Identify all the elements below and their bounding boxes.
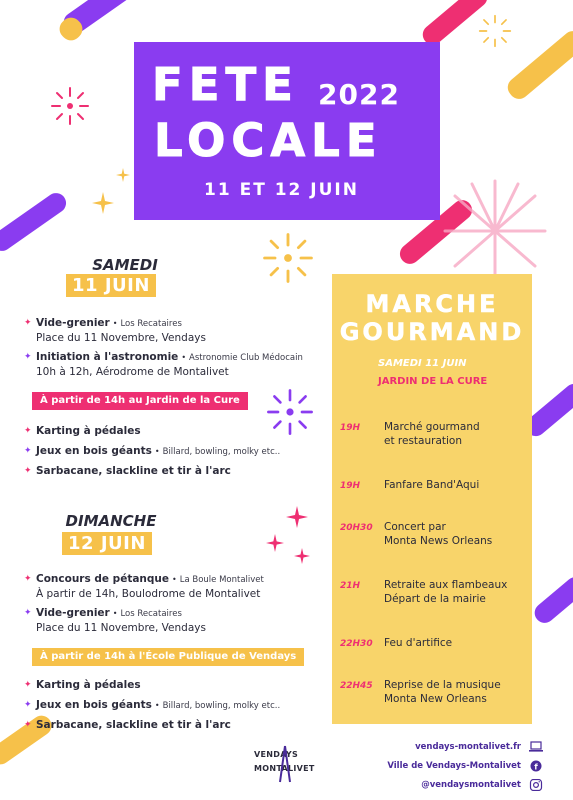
event-vide-grenier-sat: ✦ Vide-grenier • Los Recataires Place du 11 Novembre, Vendays <box>24 317 206 344</box>
diamond-icon: ✦ <box>24 680 32 690</box>
sunday-afternoon-band: À partir de 14h à l'École Publique de Vendays <box>32 648 304 666</box>
marche-gourmand-panel: MARCHE GOURMAND SAMEDI 11 JUIN JARDIN DE LA CURE 19H Marché gourmand et restauration 19H Fanfare Band'Aqui 20H30 Concert par Monta News Orleans 21H Retraite aux flambeaux Départ de la mairie 22H30 Feu d'artifice 22H45 Reprise de la musique Monta New Orleans <box>332 274 532 724</box>
event-sarbacane-sun: ✦ Sarbacane, slackline et tir à l'arc <box>24 719 231 731</box>
sparkle-icon <box>286 506 308 528</box>
event-sarbacane-sat: ✦ Sarbacane, slackline et tir à l'arc <box>24 465 231 477</box>
firework-icon <box>266 388 314 436</box>
event-astronomie: ✦ Initiation à l'astronomie • Astronomie Club Médocain 10h à 12h, Aérodrome de Montalivet <box>24 351 303 378</box>
town-logo: VENDAYS MONTALIVET <box>248 742 308 788</box>
market-location: JARDIN DE LA CURE <box>378 376 488 387</box>
market-title-line2: GOURMAND <box>339 318 525 346</box>
event-jeux-sun: ✦ Jeux en bois géants • Billard, bowling, molky etc.. <box>24 699 281 711</box>
saturday-afternoon-band: À partir de 14h au Jardin de la Cure <box>32 392 248 410</box>
firework-icon <box>478 14 512 48</box>
sparkle-icon <box>266 534 284 552</box>
diamond-icon: ✦ <box>24 426 32 436</box>
instagram-icon <box>529 779 543 791</box>
event-petanque: ✦ Concours de pétanque • La Boule Montalivet À partir de 14h, Boulodrome de Montalivet <box>24 573 264 600</box>
sunday-label: DIMANCHE <box>65 512 157 530</box>
sparkle-icon <box>92 192 114 214</box>
decor-stripe-purple-right2 <box>531 573 573 627</box>
svg-text:f: f <box>534 762 538 772</box>
decor-stripe-yellow-right <box>504 27 573 103</box>
sparkle-icon <box>294 548 310 564</box>
hero-dates: 11 ET 12 JUIN <box>204 180 359 200</box>
contact-website[interactable]: vendays-montalivet.fr <box>415 742 521 752</box>
diamond-icon: ✦ <box>24 720 32 730</box>
diamond-icon: ✦ <box>24 574 32 584</box>
diamond-icon: ✦ <box>24 466 32 476</box>
saturday-date: 11 JUIN <box>66 274 156 297</box>
firework-icon <box>262 232 314 284</box>
contact-instagram[interactable]: @vendaysmontalivet <box>421 780 521 790</box>
diamond-icon: ✦ <box>24 700 32 710</box>
market-title-line1: MARCHE <box>365 290 499 318</box>
diamond-icon: ✦ <box>24 352 32 362</box>
laptop-icon <box>529 741 543 753</box>
hero-year: 2022 <box>318 78 400 111</box>
decor-stripe-purple-left <box>0 189 70 255</box>
hero-title-locale: LOCALE <box>154 114 383 167</box>
diamond-icon: ✦ <box>24 318 32 328</box>
contact-facebook[interactable]: Ville de Vendays-Montalivet <box>387 761 521 771</box>
sunday-date: 12 JUIN <box>62 532 152 555</box>
hero-banner <box>134 42 440 220</box>
sparkle-icon <box>116 168 130 182</box>
event-vide-grenier-sun: ✦ Vide-grenier • Los Recataires Place du 11 Novembre, Vendays <box>24 607 206 634</box>
firework-icon <box>50 86 90 126</box>
facebook-icon <box>529 760 543 772</box>
logo-mark-icon <box>278 744 292 784</box>
diamond-icon: ✦ <box>24 608 32 618</box>
market-day: SAMEDI 11 JUIN <box>378 358 467 369</box>
event-karting-sun: ✦ Karting à pédales <box>24 679 141 691</box>
diamond-icon: ✦ <box>24 446 32 456</box>
event-jeux-sat: ✦ Jeux en bois géants • Billard, bowling, molky etc.. <box>24 445 281 457</box>
event-karting-sat: ✦ Karting à pédales <box>24 425 141 437</box>
firework-burst-icon <box>440 176 550 286</box>
saturday-label: SAMEDI <box>92 256 158 274</box>
hero-title-fete: FETE <box>152 58 299 111</box>
